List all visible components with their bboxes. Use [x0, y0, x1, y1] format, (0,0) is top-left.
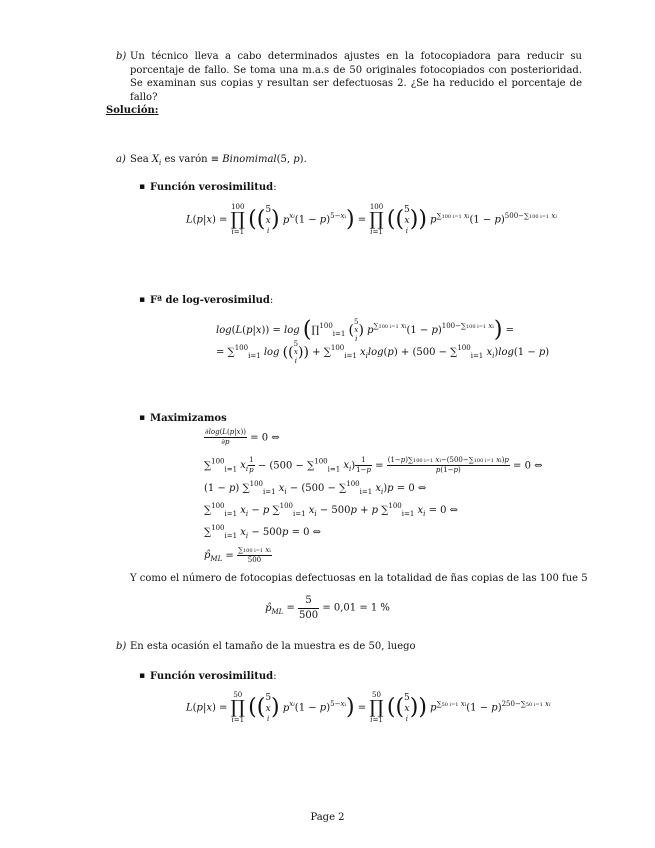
max-line-3: (1 − p) ∑$^{100}_{i=1}$ $x_i - (500 - \sum^{100}_{i=1}$ $x_i)p = 0$ ⇔ [204, 480, 427, 496]
estimate-value: = 0,01 = 1 % [322, 602, 390, 614]
part-a-intro: Sea $X_i$ es varón ≡ Binomimal(5, p). [130, 154, 307, 167]
max-line-1: $\frac{\partial\log(L(p|x))}{\partial p}$ = 0 ⇔ [205, 428, 280, 447]
likelihood-equation-a: L(p|x) = 100 ∏ i=1 (( 5 x i ) $p^{xi}(1 - p)^{5-xi}$) = 100 ∏ i=1 (( 5 x i )) $p^{\sum 100 i=1 xi}(1 - p)^{500-\sum 100 i=1 xi}$ [186, 203, 557, 236]
part-b-label: b) [116, 641, 127, 652]
problem-b-label: b) [116, 51, 127, 62]
part-b-intro: En esta ocasión el tamaño de la muestra es de 50, luego [130, 641, 416, 652]
estimate-equation: $p̂_{ML}$ = $\frac{5}{500}$ = 0,01 = 1 % [265, 595, 390, 621]
part-a-maximize-title: ▪ Maximizamos [150, 412, 227, 426]
part-a-likelihood-title: ▪ Función verosimilitud: [150, 181, 277, 195]
max-line-6: $p̂_{ML}$ = $\frac{\sum 100 i=1 xi}{500}$ [204, 546, 271, 565]
page-number: Page 2 [310, 812, 345, 823]
part-a-label: a) [116, 154, 126, 165]
part-b-likelihood-title: ▪ Función verosimilitud: [150, 670, 277, 684]
max-line-2: ∑$^{100}_{i=1}$ $x_i$ $\frac{1}{p}$ − (500 − ∑$^{100}_{i=1}$ $x_i$) $\frac{1}{1-p}$ = $\frac{(1-p)\sum 100 i=1 xi-(500-\sum 100 i=1 xi)p}{p(1-p)}$ = 0 ⇔ [204, 456, 543, 475]
solution-title: Solución: [106, 105, 159, 116]
max-line-4: ∑$^{100}_{i=1}$ $x_i - p$ ∑$^{100}_{i=1}$ $x_i - 500p + p$ ∑$^{100}_{i=1}$ $x_i = 0$ ⇔ [204, 502, 459, 518]
part-a-conclusion: Y como el número de fotocopias defectuosas en la totalidad de ñas copias de las 100 fue 5 [130, 573, 588, 584]
likelihood-equation-b: L(p|x) = 50 ∏ i=1 (( 5 x i ) $p^{xi}(1 - p)^{5-xi}$) = 50 ∏ i=1 (( 5 x i )) $p^{\sum 50 i=1 xi}(1 - p)^{250-\sum 50 i=1 xi}$ [186, 691, 551, 724]
loglik-line-1: log(L(p|x)) = log (∏$^{100}_{i=1}$ ( 5 x i ) $p^{\sum 100 i=1 xi}(1 - p)^{100-\sum 100 i=1 xi}$) = [216, 317, 515, 343]
problem-b-text: Un técnico lleva a cabo determinados ajustes en la fotocopiadora para reducir su porcentaje de fallo. Se toma una m.a.s de 50 originales fotocopiados con posterioridad. Se examinan sus copias y resultan ser defectuosas 2. ¿Se ha reducido el porcentaje de fallo? [130, 51, 582, 103]
max-line-5: ∑$^{100}_{i=1}$ $x_i - 500p = 0$ ⇔ [204, 524, 322, 540]
loglik-line-2: = ∑$^{100}_{i=1}$ log (( 5 x i )) + ∑$^{100}_{i=1}$ $x_i\log(p) + (500 - \sum^{100}_{i=1}$ $x_i)\log(1 - p)$ [216, 340, 550, 365]
part-a-loglik-title: ▪ Fª de log-verosimilud: [150, 294, 273, 308]
